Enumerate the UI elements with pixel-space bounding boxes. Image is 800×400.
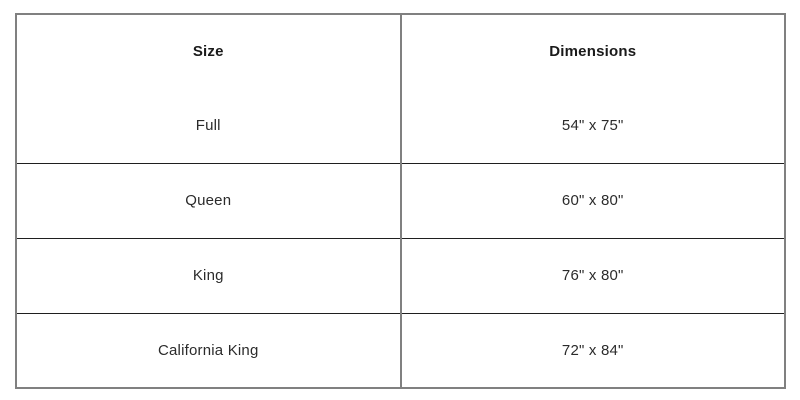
bed-size-dimensions-table <box>15 13 786 389</box>
cell-size-california-king: California King <box>16 313 401 388</box>
cell-dimensions-full: 54" x 75" <box>401 89 786 164</box>
cell-size-full: Full <box>195 117 221 135</box>
column-header-size: Size <box>192 43 224 61</box>
table-row <box>16 313 785 388</box>
table-row <box>16 89 785 164</box>
cell-size-queen: Queen <box>16 164 401 239</box>
cell-dimensions-queen: 60" x 80" <box>401 164 786 239</box>
table-header-row <box>16 14 785 89</box>
column-header-dimensions: Dimensions <box>401 14 786 89</box>
cell-size-king: King <box>16 238 401 313</box>
table-row <box>16 164 785 239</box>
table-row <box>16 238 785 313</box>
cell-dimensions-california-king: 72" x 84" <box>401 313 786 388</box>
cell-dimensions-king: 76" x 80" <box>401 238 786 313</box>
